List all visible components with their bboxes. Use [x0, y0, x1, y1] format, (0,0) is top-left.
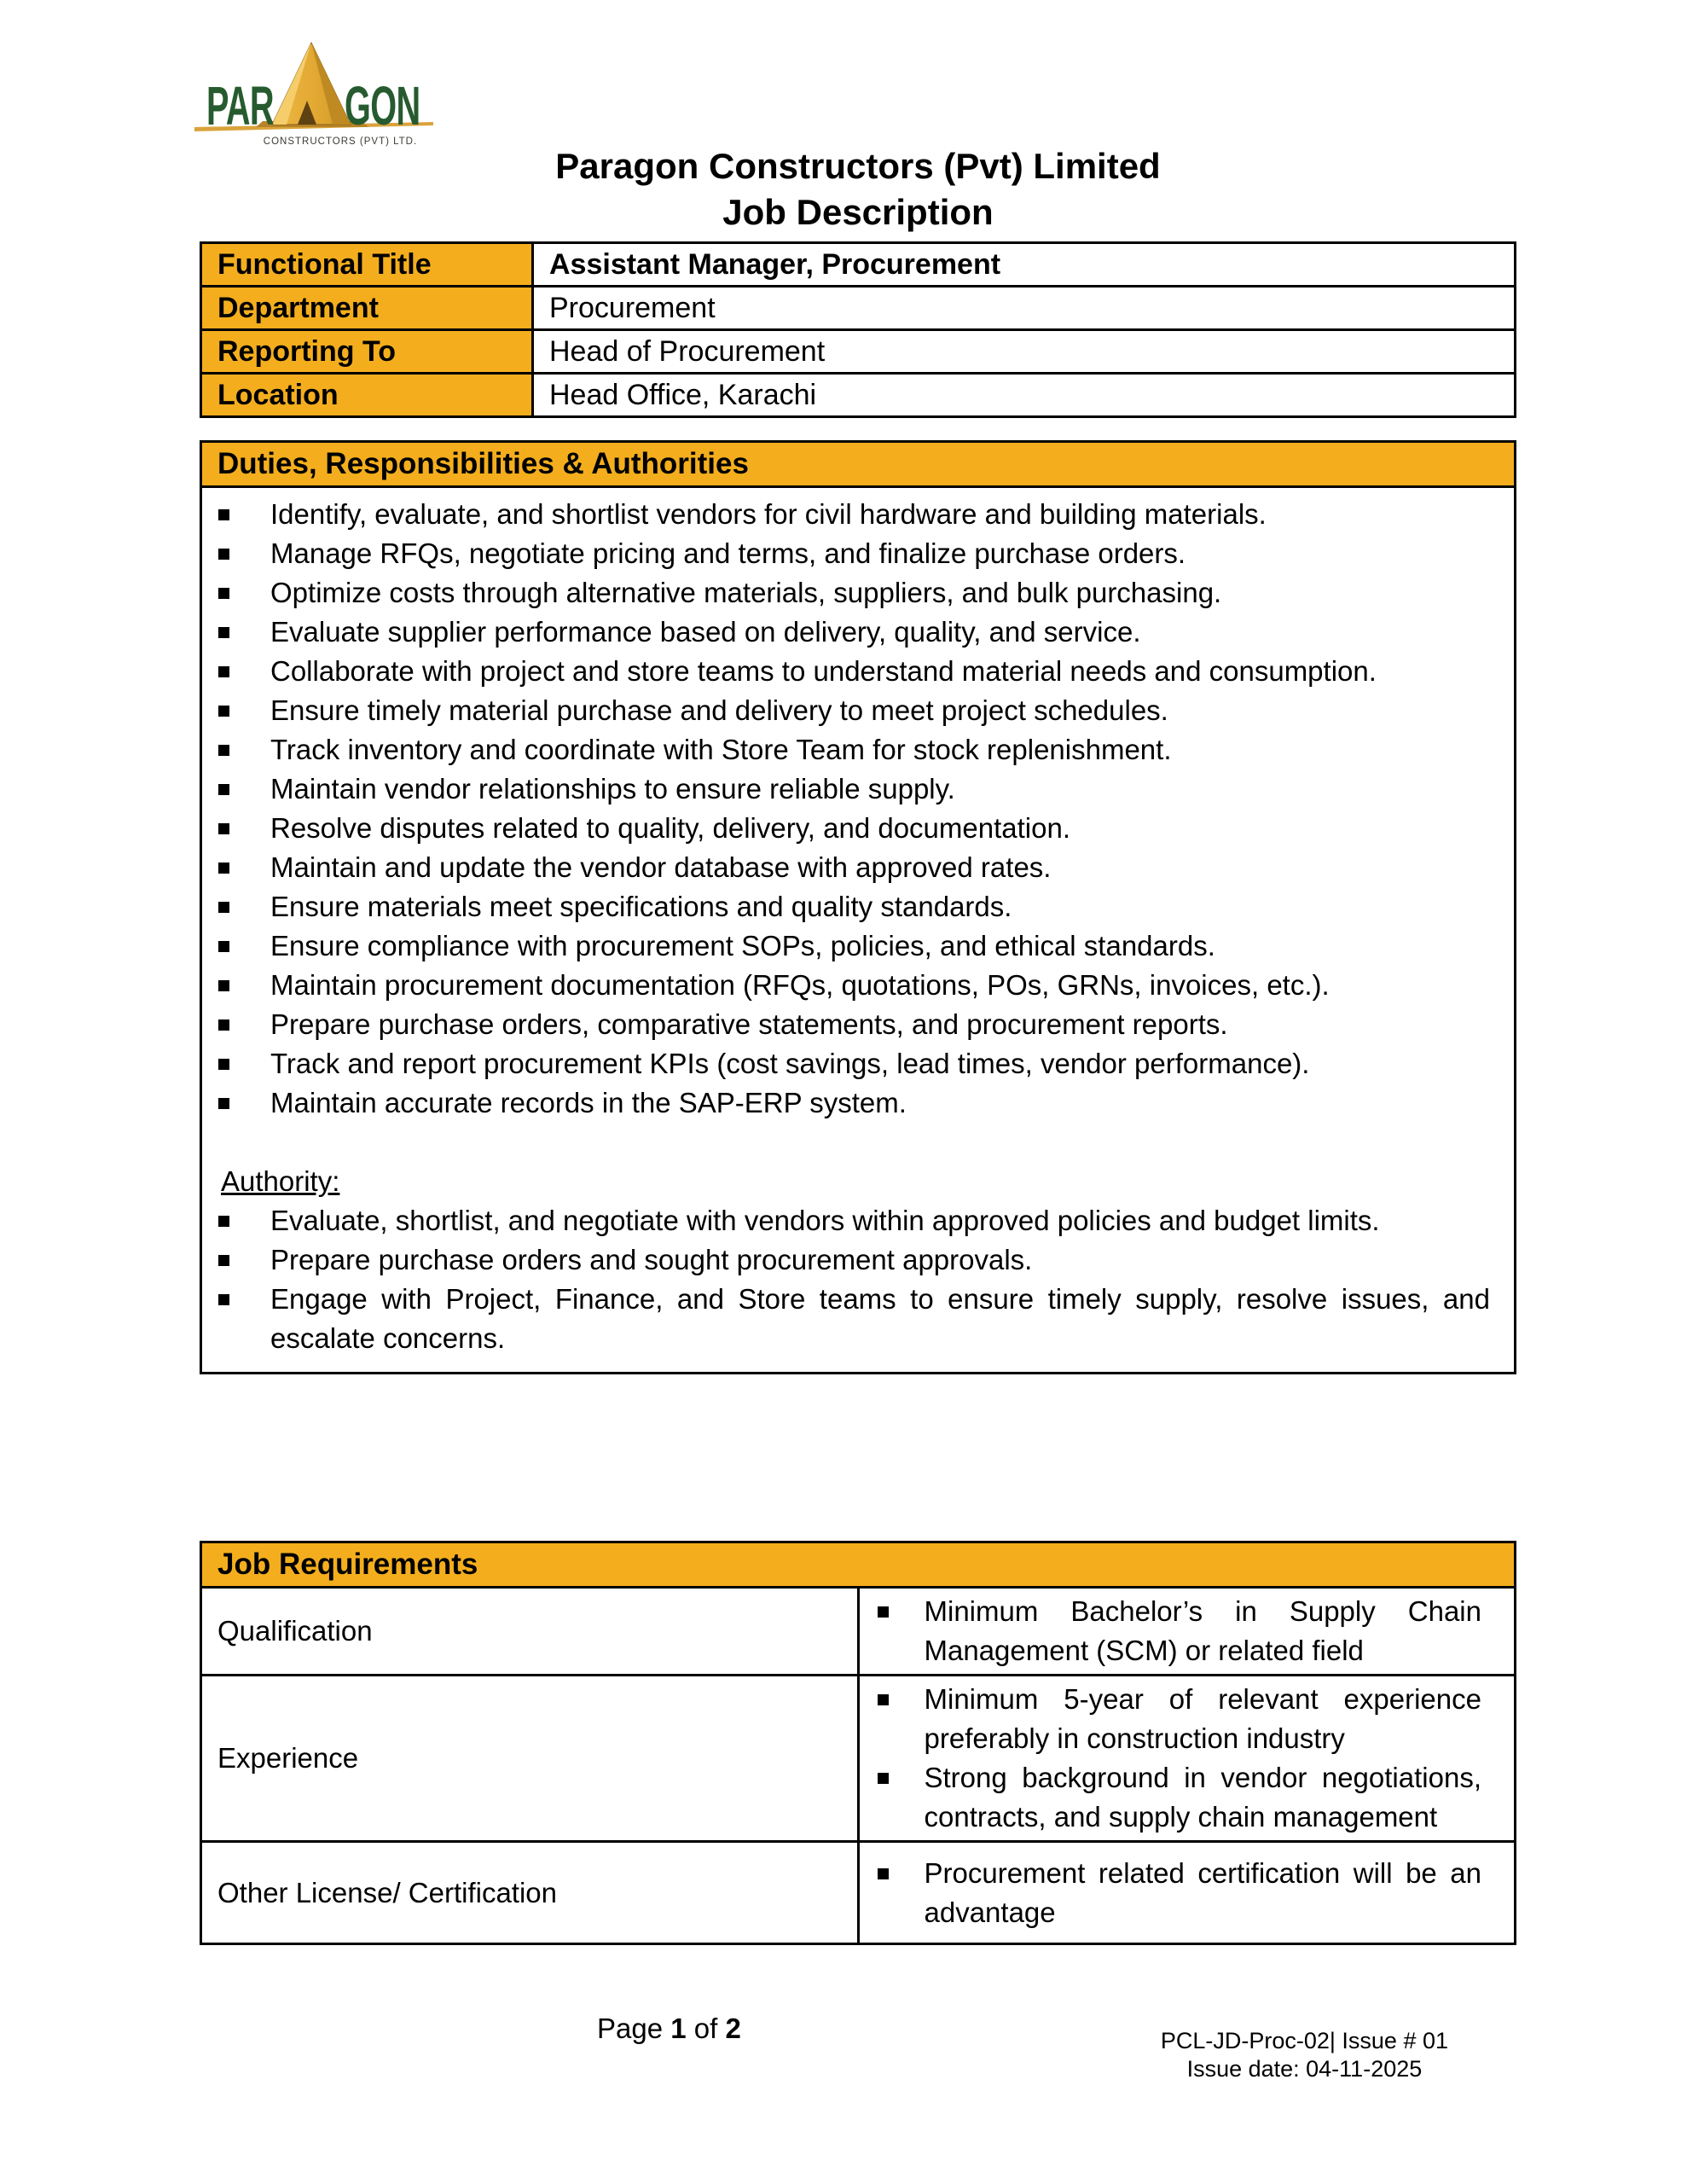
list-item	[202, 926, 1490, 966]
list-item	[202, 809, 1490, 848]
square-bullet-icon	[218, 666, 229, 677]
info-label-reporting-to: Reporting To	[201, 330, 533, 374]
list-item-text: Track and report procurement KPIs (cost savings, lead times, vendor performance).	[270, 1048, 1310, 1079]
position-info-table	[200, 241, 1516, 418]
square-bullet-icon	[878, 1868, 889, 1879]
table-row	[201, 1542, 1516, 1588]
list-item-text: Ensure materials meet specifications and quality standards.	[270, 891, 1012, 922]
requirement-cell-other-license	[858, 1842, 1516, 1944]
square-bullet-icon	[218, 823, 229, 834]
table-row	[201, 1676, 1516, 1842]
list-item-text: Evaluate supplier performance based on delivery, quality, and service.	[270, 616, 1141, 648]
logo-text-par: PAR	[206, 76, 274, 137]
list-item	[860, 1680, 1482, 1758]
list-item-text: Maintain accurate records in the SAP-ERP system.	[270, 1087, 907, 1118]
info-value-location: Head Office, Karachi	[533, 374, 1516, 417]
requirement-label-qualification: Qualification	[201, 1588, 859, 1676]
list-item-text: Resolve disputes related to quality, delivery, and documentation.	[270, 812, 1070, 844]
list-item-text: Strong background in vendor negotiations, contracts, and supply chain management	[924, 1762, 1481, 1833]
list-item	[202, 613, 1490, 652]
list-item-text: Identify, evaluate, and shortlist vendors for civil hardware and building materials.	[270, 498, 1267, 530]
document-control-block	[1161, 2027, 1448, 2083]
list-item	[860, 1758, 1482, 1837]
square-bullet-icon	[218, 980, 229, 991]
list-item-text: Minimum Bachelor’s in Supply Chain Management (SCM) or related field	[924, 1595, 1481, 1666]
list-item-text: Manage RFQs, negotiate pricing and terms, and finalize purchase orders.	[270, 537, 1186, 569]
page-number	[597, 2012, 741, 2046]
list-item	[202, 1005, 1490, 1044]
square-bullet-icon	[878, 1694, 889, 1705]
duties-list	[202, 488, 1514, 1372]
square-bullet-icon	[218, 1098, 229, 1109]
logo-pyramid-icon	[272, 43, 351, 125]
list-item-text: Minimum 5-year of relevant experience preferably in construction industry	[924, 1683, 1481, 1754]
square-bullet-icon	[218, 588, 229, 599]
info-label-department: Department	[201, 287, 533, 330]
list-item-text: Track inventory and coordinate with Store Team for stock replenishment.	[270, 734, 1172, 765]
table-row	[201, 1588, 1516, 1676]
square-bullet-icon	[218, 627, 229, 638]
square-bullet-icon	[218, 549, 229, 560]
square-bullet-icon	[218, 941, 229, 952]
square-bullet-icon	[218, 745, 229, 756]
info-value-functional-title: Assistant Manager, Procurement	[533, 243, 1516, 287]
square-bullet-icon	[218, 784, 229, 795]
info-value-reporting-to: Head of Procurement	[533, 330, 1516, 374]
table-row	[201, 243, 1516, 287]
list-item-text: Evaluate, shortlist, and negotiate with vendors within approved policies and budget limits.	[270, 1205, 1380, 1236]
requirement-cell-experience	[858, 1676, 1516, 1842]
page-total: 2	[725, 2013, 741, 2044]
blank-line	[202, 1123, 1490, 1162]
list-item-text: Optimize costs through alternative materials, suppliers, and bulk purchasing.	[270, 577, 1222, 608]
square-bullet-icon	[218, 1019, 229, 1031]
list-item-text: Maintain procurement documentation (RFQs, quotations, POs, GRNs, invoices, etc.).	[270, 969, 1330, 1001]
document-code: PCL-JD-Proc-02| Issue # 01	[1160, 2028, 1448, 2053]
square-bullet-icon	[218, 706, 229, 717]
duties-section-header: Duties, Responsibilities & Authorities	[202, 443, 1514, 488]
list-item	[202, 1240, 1490, 1280]
issue-date: Issue date: 04-11-2025	[1186, 2056, 1423, 2082]
list-item-text: Ensure compliance with procurement SOPs, policies, and ethical standards.	[270, 930, 1215, 961]
square-bullet-icon	[218, 1255, 229, 1266]
list-item	[202, 1201, 1490, 1240]
square-bullet-icon	[218, 509, 229, 520]
table-row	[201, 1842, 1516, 1944]
square-bullet-icon	[218, 863, 229, 874]
list-item	[202, 730, 1490, 770]
logo-text-gon: GON	[345, 76, 420, 137]
list-item	[860, 1592, 1482, 1670]
document-header	[200, 143, 1516, 235]
list-item-text: Maintain and update the vendor database with approved rates.	[270, 851, 1052, 883]
table-row	[201, 374, 1516, 417]
list-item-text: Prepare purchase orders and sought procurement approvals.	[270, 1244, 1033, 1275]
list-item	[202, 770, 1490, 809]
authority-heading-text: Authority:	[221, 1165, 340, 1197]
list-item-text: Engage with Project, Finance, and Store teams to ensure timely supply, resolve issues, and escalate concerns.	[270, 1283, 1490, 1354]
square-bullet-icon	[218, 1059, 229, 1070]
list-item	[202, 534, 1490, 573]
list-item	[202, 1083, 1490, 1123]
info-label-location: Location	[201, 374, 533, 417]
list-item	[202, 495, 1490, 534]
job-requirements-table	[200, 1541, 1516, 1945]
table-row	[201, 287, 1516, 330]
duties-section	[200, 440, 1516, 1374]
list-item-text: Collaborate with project and store teams to understand material needs and consumption.	[270, 655, 1377, 687]
list-item-text: Procurement related certification will be an advantage	[924, 1856, 1481, 1928]
page-word: Page	[597, 2013, 664, 2044]
list-item	[202, 848, 1490, 887]
list-item	[202, 652, 1490, 691]
table-row	[201, 330, 1516, 374]
list-item	[860, 1854, 1482, 1932]
company-title: Paragon Constructors (Pvt) Limited	[555, 146, 1161, 186]
logo-caption: CONSTRUCTORS (PVT) LTD.	[263, 136, 418, 147]
square-bullet-icon	[218, 1216, 229, 1227]
page-current: 1	[670, 2013, 687, 2044]
paragon-logo	[194, 39, 433, 152]
info-value-department: Procurement	[533, 287, 1516, 330]
of-word: of	[693, 2013, 718, 2044]
square-bullet-icon	[218, 1294, 229, 1305]
list-item-text: Ensure timely material purchase and delivery to meet project schedules.	[270, 694, 1168, 726]
document-title: Job Description	[722, 192, 994, 232]
info-label-functional-title: Functional Title	[201, 243, 533, 287]
list-item	[202, 887, 1490, 926]
requirement-label-other-license: Other License/ Certification	[201, 1842, 859, 1944]
requirement-label-experience: Experience	[201, 1676, 859, 1842]
list-item	[202, 691, 1490, 730]
list-item	[202, 1044, 1490, 1083]
list-item-text: Prepare purchase orders, comparative statements, and procurement reports.	[270, 1008, 1228, 1040]
list-item	[202, 573, 1490, 613]
square-bullet-icon	[218, 902, 229, 913]
square-bullet-icon	[878, 1606, 889, 1618]
requirements-section-header: Job Requirements	[201, 1542, 1516, 1588]
authority-heading	[202, 1162, 1490, 1201]
list-item	[202, 966, 1490, 1005]
requirement-cell-qualification	[858, 1588, 1516, 1676]
square-bullet-icon	[878, 1773, 889, 1784]
list-item-text: Maintain vendor relationships to ensure reliable supply.	[270, 773, 955, 804]
list-item	[202, 1280, 1490, 1358]
